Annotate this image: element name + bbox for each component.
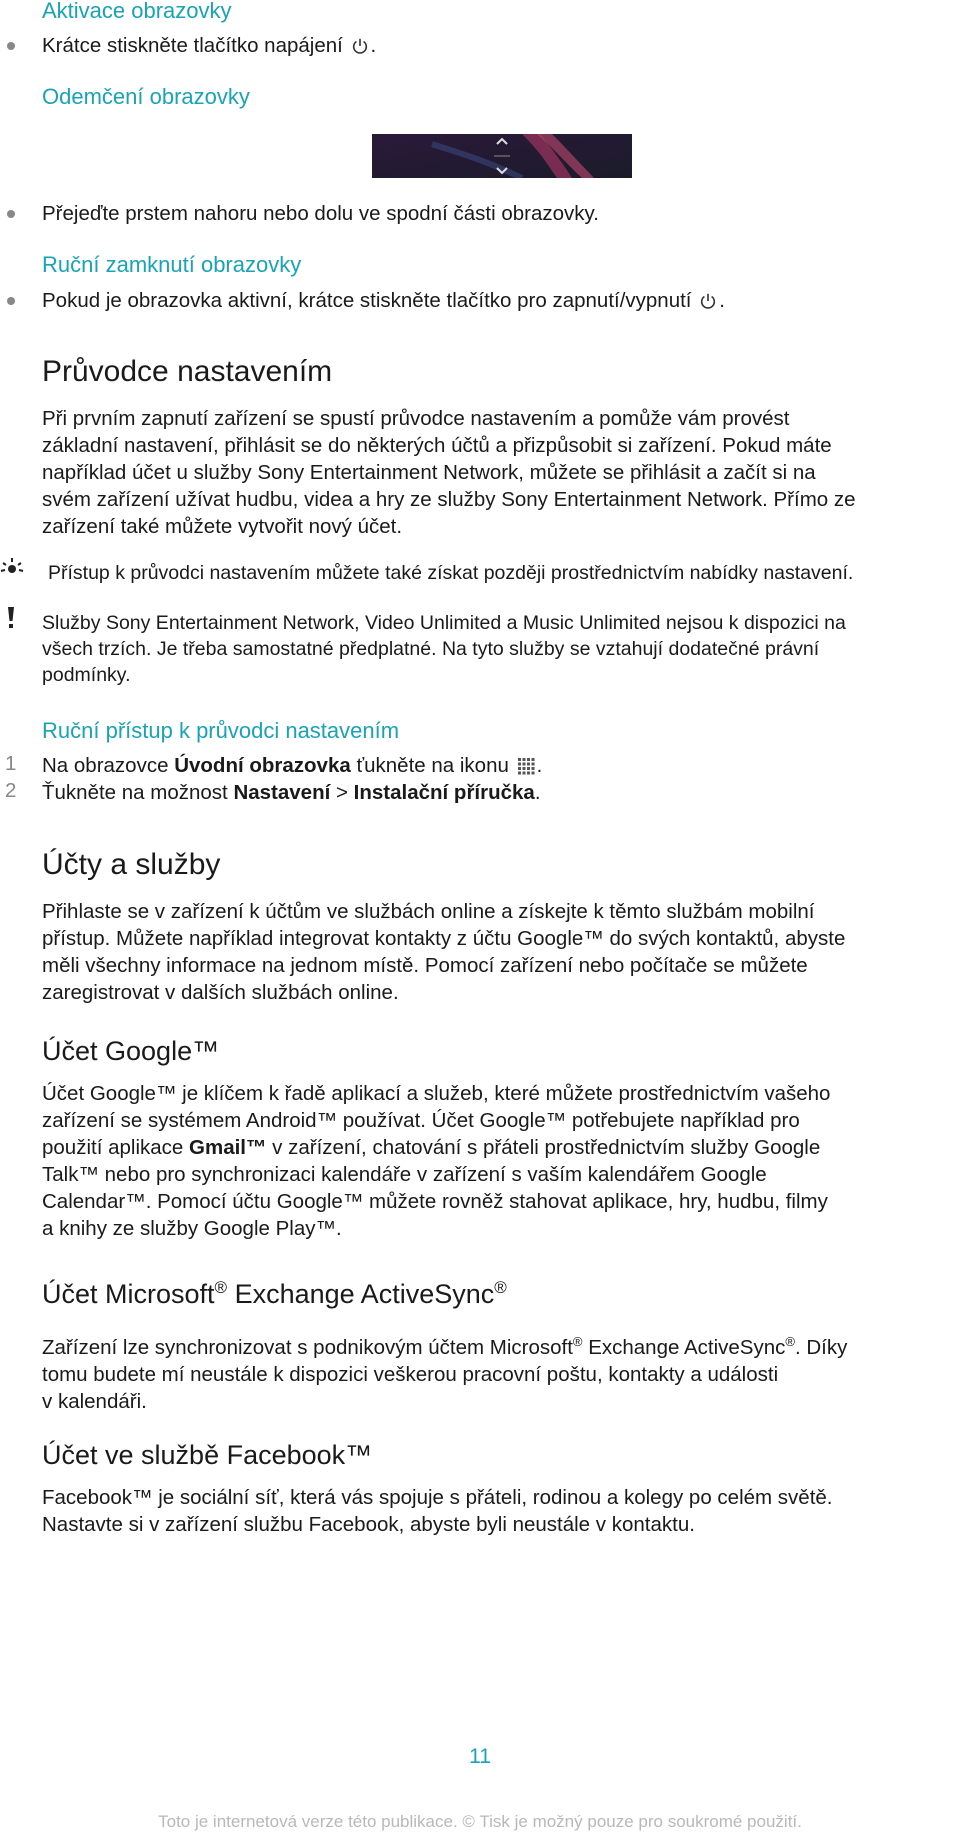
text-line [42, 1134, 957, 1161]
text-span: . Díky [794, 1335, 848, 1359]
heading-screen-unlock: Odemčení obrazovky [42, 84, 250, 109]
bullet-unlock-text: Přejeďte prstem nahoru nebo dolu ve spodní části obrazovky. [42, 202, 599, 225]
settings-label: Nastavení [233, 781, 331, 804]
exchange-paragraph [42, 1328, 960, 1415]
step-text: Ťukněte na možnost [42, 781, 234, 804]
text-line: Účet Google™ je klíčem k řadě aplikací a služeb, které můžete prostřednictvím vašeho [42, 1082, 831, 1105]
bullet-manual-lock-text: Pokud je obrazovka aktivní, krátce stiskněte tlačítko pro zapnutí/vypnutí [42, 289, 692, 312]
text-line [42, 1328, 960, 1361]
step-text: > [330, 781, 354, 804]
wizard-paragraph [42, 405, 957, 540]
text-span: v zařízení, chatování s přáteli prostřednictvím služby Google [266, 1136, 821, 1159]
text-line: zařízení se systémem Android™ používat. Účet Google™ potřebujete například pro [42, 1109, 800, 1132]
text-line: podmínky. [42, 664, 131, 686]
home-screen-label: Úvodní obrazovka [174, 754, 351, 777]
step-text: . [534, 781, 541, 804]
text-line: a knihy ze služby Google Play™. [42, 1217, 342, 1240]
page-number: 11 [469, 1745, 491, 1768]
note-exclamation-icon [4, 606, 18, 632]
accounts-paragraph [42, 898, 957, 1006]
text-line: například účet u služby Sony Entertainment Network, můžete se přihlásit a začít si na [42, 461, 816, 484]
bullet-manual-lock [42, 287, 725, 314]
text-line: Facebook™ je sociální síť, která vás spojuje s přáteli, rodinou a kolegy po celém světě. [42, 1486, 833, 1509]
registered-mark: ® [214, 1278, 228, 1297]
tip-text: Přístup k průvodci nastavením můžete také získat později prostřednictvím nabídky nastavení. [48, 562, 854, 584]
text-line: Služby Sony Entertainment Network, Video Unlimited a Music Unlimited nejsou k dispozici na [42, 612, 846, 634]
step-2 [42, 779, 541, 806]
bullet-activation-end: . [370, 34, 377, 57]
title-setup-wizard: Průvodce nastavením [42, 355, 333, 388]
step-1 [42, 752, 542, 779]
step-number: 1 [5, 752, 17, 775]
step-text: Na obrazovce [42, 754, 175, 777]
setup-guide-label: Instalační příručka [353, 781, 535, 804]
text-line: svém zařízení užívat hudbu, videa a hry ze služby Sony Entertainment Network. Přímo ze [42, 488, 856, 511]
text-span: Zařízení lze synchronizovat s podnikovým účtem Microsoft [42, 1335, 573, 1359]
bullet-activation-text: Krátce stiskněte tlačítko napájení [42, 34, 343, 57]
text-span: Účet Microsoft [42, 1279, 215, 1309]
text-line: Přihlaste se v zařízení k účtům ve službách online a získejte k těmto službám mobilní [42, 900, 815, 923]
facebook-paragraph [42, 1484, 960, 1538]
text-span: Exchange ActiveSync [582, 1335, 786, 1359]
app-grid-icon [517, 757, 535, 775]
text-line: Při prvním zapnutí zařízení se spustí průvodce nastavením a pomůže vám provést [42, 407, 790, 430]
text-line: zaregistrovat v dalších službách online. [42, 981, 399, 1004]
heading-manual-lock: Ruční zamknutí obrazovky [42, 252, 302, 277]
power-icon [351, 37, 369, 55]
bullet-activation [42, 32, 376, 59]
tip-lightbulb-icon [0, 557, 24, 581]
text-line: základní nastavení, přihlásit se do některých účtů a přizpůsobit si zařízení. Pokud máte [42, 434, 832, 457]
text-span: použití aplikace [42, 1136, 190, 1159]
text-line: měli všechny informace na jednom místě. Pomocí zařízení nebo počítače se můžete [42, 954, 808, 977]
footer-notice: Toto je internetová verze této publikace. © Tisk je možný pouze pro soukromé použití. [158, 1812, 802, 1831]
title-exchange-account [42, 1278, 507, 1310]
google-paragraph [42, 1080, 957, 1242]
heading-manual-wizard-access: Ruční přístup k průvodci nastavením [42, 718, 400, 743]
text-line: Calendar™. Pomocí účtu Google™ můžete rovněž stahovat aplikace, hry, hudbu, filmy [42, 1190, 828, 1213]
bullet-dot [7, 297, 15, 305]
note-text [42, 610, 957, 688]
gmail-label: Gmail™ [189, 1136, 267, 1159]
registered-mark: ® [494, 1278, 507, 1297]
text-line: Nastavte si v zařízení službu Facebook, abyste byli neustále v kontaktu. [42, 1513, 695, 1536]
text-line: zařízení také můžete vytvořit nový účet. [42, 515, 403, 538]
unlock-screen-image [372, 134, 632, 178]
step-number: 2 [5, 779, 17, 802]
title-accounts-services: Účty a služby [42, 848, 221, 881]
text-span: Exchange ActiveSync [227, 1279, 495, 1309]
text-line: tomu budete mí neustále k dispozici veškerou pracovní poštu, kontakty a události [42, 1362, 779, 1386]
heading-screen-activation: Aktivace obrazovky [42, 0, 232, 23]
step-text: . [536, 754, 543, 777]
registered-mark: ® [785, 1334, 795, 1349]
text-line: v kalendáři. [42, 1389, 147, 1413]
title-facebook-account: Účet ve službě Facebook™ [42, 1440, 373, 1470]
text-line: Talk™ nebo pro synchronizaci kalendáře v zařízení s vaším kalendářem Google [42, 1163, 767, 1186]
text-line: přístup. Můžete například integrovat kontakty z účtu Google™ do svých kontaktů, abyste [42, 927, 846, 950]
bullet-dot [7, 42, 15, 50]
power-icon [699, 292, 717, 310]
text-line: všech trzích. Je třeba samostatné předplatné. Na tyto služby se vztahují dodatečné právní [42, 638, 820, 660]
title-google-account: Účet Google™ [42, 1036, 220, 1066]
registered-mark: ® [572, 1334, 583, 1349]
bullet-dot [7, 210, 15, 218]
step-text: ťukněte na ikonu [350, 754, 509, 777]
bullet-manual-lock-end: . [719, 289, 725, 312]
